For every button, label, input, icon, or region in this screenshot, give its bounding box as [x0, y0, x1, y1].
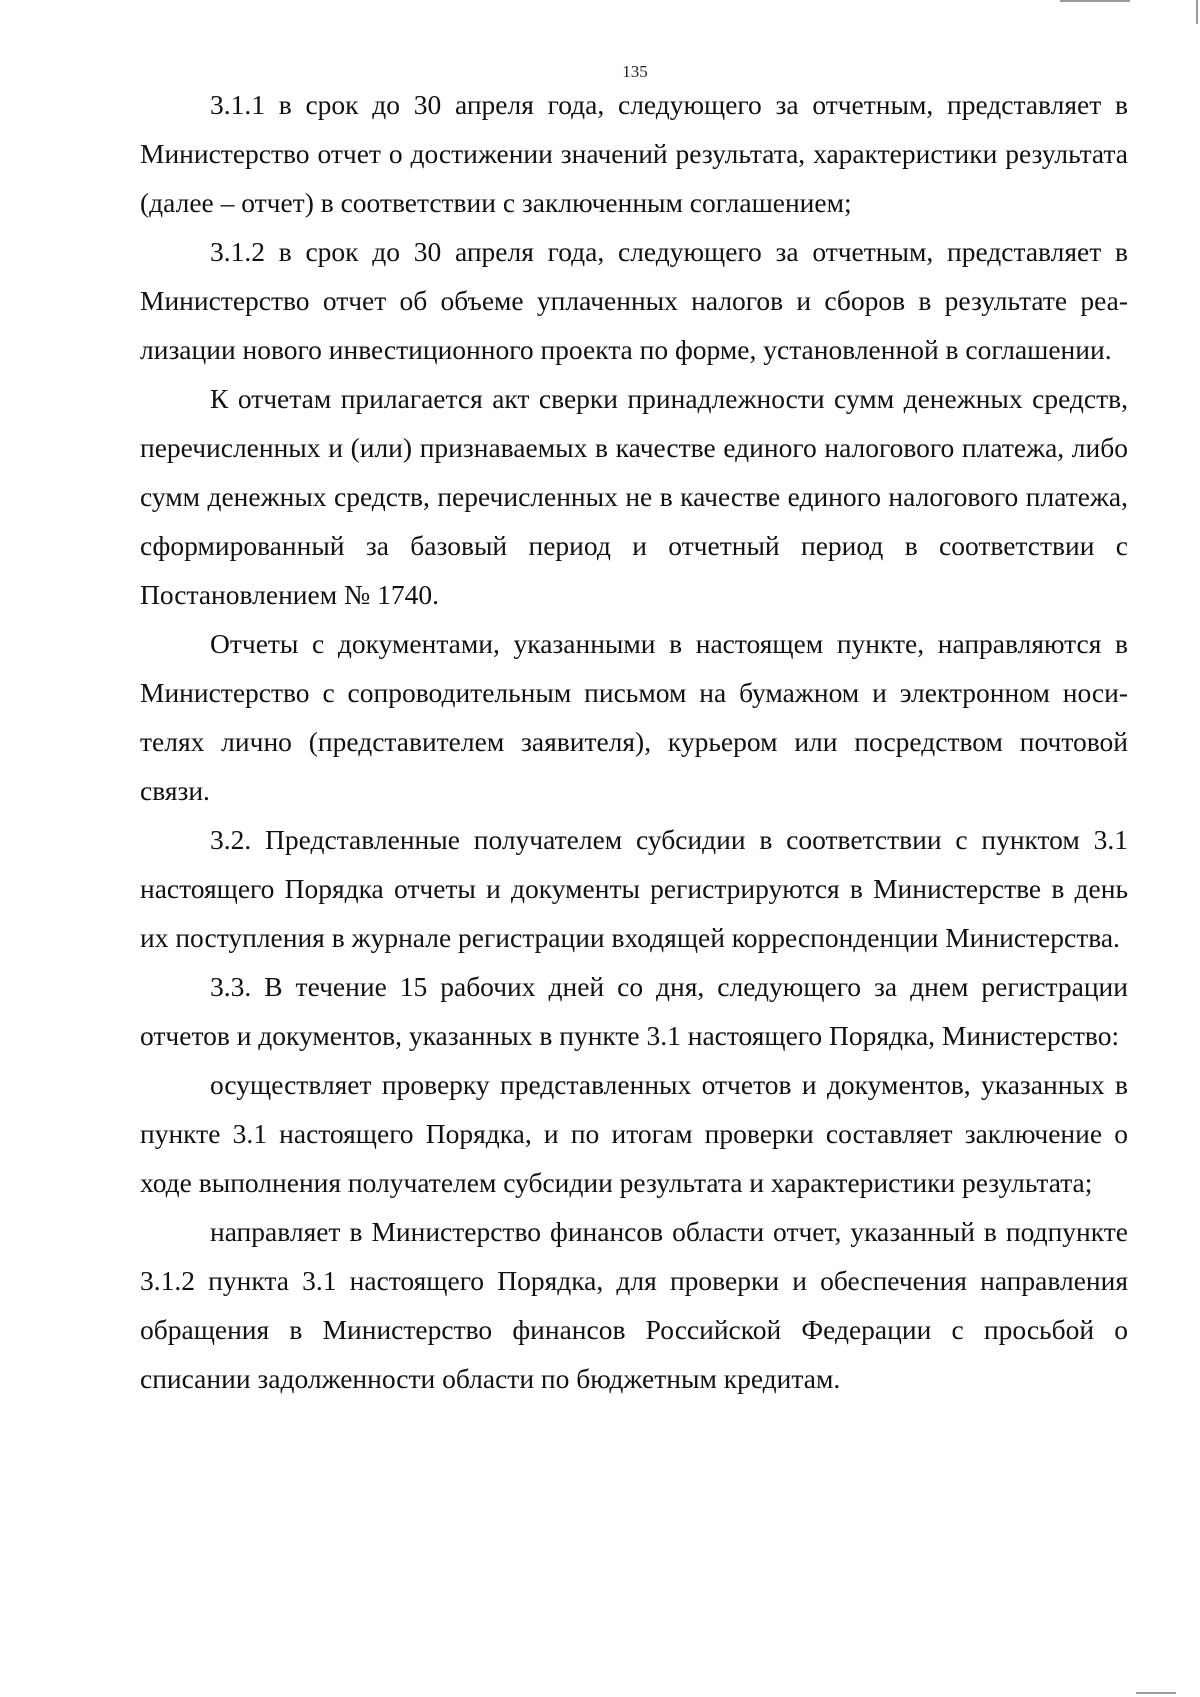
paragraph-reconciliation-act: К отчетам прилагается акт сверки принадлежности сумм денежных средств, перечисленных и (или) признаваемых в качестве единого налогового платежа, либо сумм денежных средств, перечисленных не в качестве единого налогового платежа, сформированный за базовый период и отчетный период в соответствии с Постановлением № 1740.	[140, 383, 1128, 610]
scan-artifact-bottom-right	[1136, 1692, 1176, 1694]
page-number: 135	[622, 62, 648, 81]
document-body	[140, 80, 1128, 1403]
paragraph-reports-delivery: Отчеты с документами, указанными в настоящем пункте, направляются в Министерство с сопроводительным письмом на бумажном и электронном носителях лично (представителем заявителя), курьером или посредством почтовой связи.	[140, 628, 1128, 806]
paragraph-3-2: 3.2. Представленные получателем субсидии в соответствии с пунктом 3.1 настоящего Порядка отчеты и документы регистрируются в Министерстве в день их поступления в журнале регистрации входящей корреспонденции Министерства.	[140, 824, 1128, 953]
paragraph-3-1-1: 3.1.1 в срок до 30 апреля года, следующего за отчетным, представляет в Министерство отчет о достижении значений результата, характеристики результата (далее – отчет) в соответствии с заключенным соглашением;	[140, 89, 1128, 218]
paragraph-verification: осуществляет проверку представленных отчетов и документов, указанных в пункте 3.1 настоящего Порядка, и по итогам проверки составляет заключение о ходе выполнения получателем субсидии результата и характеристики результата;	[140, 1069, 1128, 1198]
paragraph-3-3: 3.3. В течение 15 рабочих дней со дня, следующего за днем регистрации отчетов и документов, указанных в пункте 3.1 настоящего Порядка, Министерство:	[140, 971, 1128, 1051]
paragraph-3-1-2: 3.1.2 в срок до 30 апреля года, следующего за отчетным, представляет в Министерство отчет об объеме уплаченных налогов и сборов в результате реализации нового инвестиционного проекта по форме, установленной в соглашении.	[140, 236, 1128, 365]
paragraph-send-to-finance-ministry: направляет в Министерство финансов области отчет, указанный в подпункте 3.1.2 пункта 3.1 настоящего Порядка, для проверки и обеспечения направления обращения в Министерство финансов Российской Федерации с просьбой о списании задолженности области по бюджетным кредитам.	[140, 1216, 1128, 1394]
scan-artifact-top-right	[1060, 0, 1130, 2]
scan-artifact-edge-right	[1196, 0, 1198, 24]
